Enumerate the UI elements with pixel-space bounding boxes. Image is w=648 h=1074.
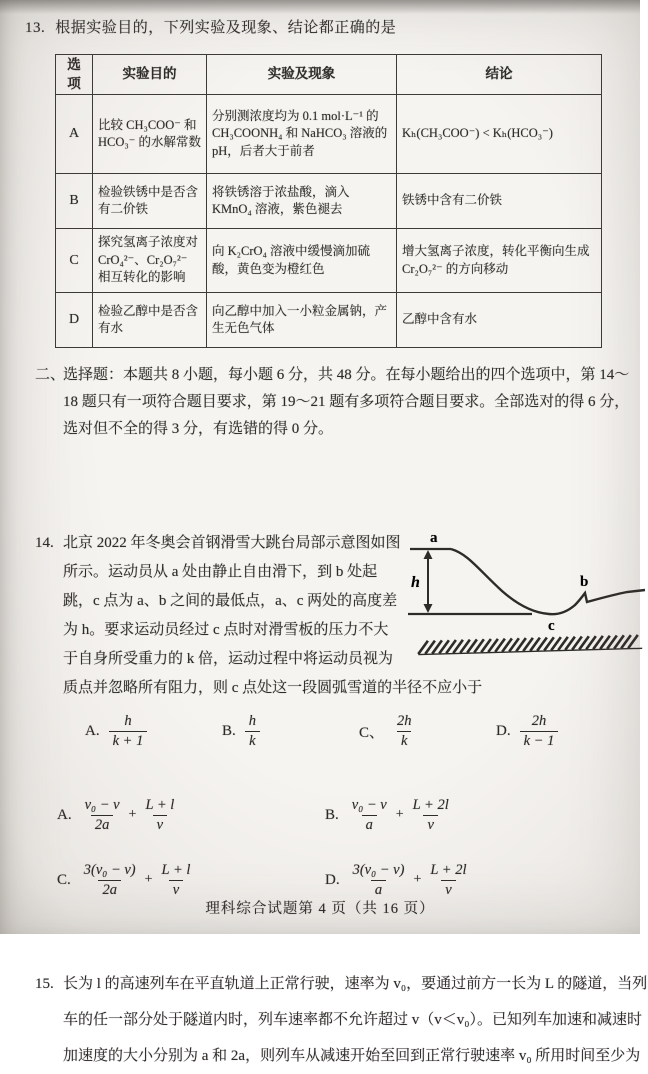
- page-footer: 理科综合试题第 4 页（共 16 页）: [205, 901, 435, 917]
- fraction-numerator: 2h: [531, 713, 547, 729]
- fraction-denominator: a: [371, 880, 386, 899]
- fraction: [158, 862, 195, 899]
- h-arrow-up-head: [424, 550, 433, 559]
- question-15-options: [57, 790, 617, 905]
- fraction: [109, 713, 148, 750]
- table-row-a-purpose: 比较 CH₃COO⁻ 和 HCO₃⁻ 的水解常数: [93, 95, 207, 174]
- option-15b: [325, 790, 617, 840]
- option-14d: [496, 713, 633, 750]
- fraction-denominator: v: [169, 880, 183, 899]
- table-row-c-conclusion: 增大氢离子浓度，转化平衡向生成 Cr₂O₇²⁻ 的方向移动: [397, 229, 601, 293]
- option-14b: [222, 713, 359, 750]
- fraction-numerator: L + 2l: [430, 861, 467, 878]
- fraction-denominator: v: [423, 815, 437, 834]
- fraction: [393, 713, 416, 750]
- option-14c: [359, 713, 496, 750]
- fraction-numerator: 3(v₀ − v): [352, 861, 405, 878]
- option-15a: [57, 790, 325, 840]
- table-header-conclusion: 结论: [397, 55, 601, 95]
- fraction: [81, 797, 124, 834]
- table-row-a-conclusion: Kₕ(CH₃COO⁻) < Kₕ(HCO₃⁻): [397, 95, 601, 174]
- table-row-d-conclusion: 乙醇中含有水: [402, 312, 478, 327]
- fraction-denominator: k − 1: [520, 731, 559, 750]
- fraction: [80, 862, 140, 899]
- option-14c-label: C、: [359, 725, 385, 741]
- fraction-denominator: v: [153, 815, 167, 834]
- question-13-text: 根据实验目的，下列实验及现象、结论都正确的是: [55, 20, 397, 36]
- question-15-text: 长为 l 的高速列车在平直轨道上正常行驶，速率为 v₀，要通过前方一长为 L 的隧道，当列车的任一部分处于隧道内时，列车速率都不允许超过 v（v＜v₀）。已知列车加速和减速时加速度的大小分别为 a 和 2a，则列车从减速开始至回到正常行驶速率 v₀ 所用时间至少为: [63, 976, 648, 1064]
- slope-curve: [451, 549, 645, 614]
- plus-sign: +: [413, 872, 422, 887]
- table-row-b-phenomenon: 将铁锈溶于浓盐酸，滴入 KMnO₄ 溶液，紫色褪去: [207, 174, 397, 229]
- ground-hatch-icon: [418, 635, 642, 655]
- option-14a: [85, 713, 222, 750]
- table-row-d-phenomenon: 向乙醇中加入一小粒金属钠，产生无色气体: [207, 293, 397, 347]
- fraction-denominator: v: [441, 880, 455, 899]
- ski-jump-diagram-svg: [408, 529, 648, 667]
- plus-sign: +: [395, 807, 404, 822]
- question-14-number: 14.: [35, 535, 54, 551]
- experiment-table: [55, 54, 602, 348]
- question-13-number: 13.: [25, 20, 46, 36]
- table-row-c-option: C: [56, 229, 93, 293]
- table-row-c-phenomenon: 向 K₂CrO₄ 溶液中缓慢滴加硫酸，黄色变为橙红色: [207, 229, 397, 293]
- table-row-b-conclusion: 铁锈中含有二价铁: [397, 174, 601, 229]
- fraction: [520, 713, 559, 750]
- fraction-denominator: a: [362, 815, 377, 834]
- table-header-option: 选项: [56, 55, 93, 95]
- fraction-numerator: 2h: [397, 713, 412, 729]
- fraction: [141, 797, 178, 834]
- section-2-label: 二、: [35, 367, 66, 383]
- diagram-label-a: a: [430, 530, 438, 546]
- fraction-numerator: L + 2l: [412, 796, 449, 813]
- fraction: [245, 713, 260, 750]
- fraction-denominator: k + 1: [109, 731, 148, 750]
- fraction-denominator: 2a: [98, 880, 121, 899]
- fraction-numerator: v₀ − v: [84, 796, 120, 813]
- table-header-purpose: 实验目的: [93, 55, 207, 95]
- question-15: [35, 966, 648, 1074]
- question-13-stem: [25, 16, 396, 37]
- fraction-denominator: 2a: [91, 815, 114, 834]
- plus-sign: +: [128, 807, 137, 822]
- section-2-instructions: [35, 362, 641, 443]
- question-15-number: 15.: [35, 976, 54, 992]
- table-row-a-phenomenon: 分别测浓度均为 0.1 mol·L⁻¹ 的 CH₃COONH₄ 和 NaHCO₃ 溶液的 pH，后者大于前者: [207, 95, 397, 174]
- option-15d-label: D.: [325, 871, 340, 888]
- table-row-d-purpose: 检验乙醇中是否含有水: [93, 293, 207, 347]
- fraction-numerator: h: [248, 713, 257, 729]
- option-14a-label: A.: [85, 723, 100, 739]
- table-row-b-option: B: [56, 174, 93, 229]
- table-row-d-option: D: [56, 293, 93, 347]
- question-14-options: [63, 713, 648, 750]
- fraction-numerator: v₀ − v: [351, 796, 387, 813]
- h-arrow-down-head: [424, 604, 433, 613]
- plus-sign: +: [144, 872, 153, 887]
- option-14b-label: B.: [222, 723, 236, 739]
- question-14: [35, 529, 648, 750]
- option-15b-label: B.: [325, 806, 339, 823]
- fraction: [426, 862, 470, 899]
- ski-jump-diagram: [408, 529, 648, 667]
- fraction: [348, 797, 391, 834]
- fraction-numerator: L + l: [161, 861, 191, 878]
- option-15c-label: C.: [57, 871, 71, 888]
- section-2-text: 选择题：本题共 8 小题，每小题 6 分，共 48 分。在每小题给出的四个选项中，第 14～18 题只有一项符合题目要求，第 19～21 题有多项符合题目要求。全部选对的得 6 分，选对但不全的得 3 分，有选错的得 0 分。: [63, 367, 630, 437]
- table-header-phenomenon: 实验及现象: [207, 55, 397, 95]
- table-row-a-option: A: [56, 95, 93, 174]
- fraction-numerator: L + l: [145, 796, 175, 813]
- question-14-text: 北京 2022 年冬奥会首钢滑雪大跳台局部示意图如图所示。运动员从 a 处由静止自由滑下，到 b 处起跳，c 点为 a、b 之间的最低点，a、c 两处的高度差为 h。要求运动员经过 c 点时对滑雪板的压力不大于自身所受重力的 k 倍，运动过程中将运动员视为质点并忽略所有阻力，则 c 点处这一段圆弧雪道的半径不应小于: [63, 535, 483, 696]
- fraction-numerator: h: [124, 713, 132, 729]
- fraction: [349, 862, 409, 899]
- diagram-label-h: h: [411, 574, 420, 591]
- table-row-c-purpose: 探究氢离子浓度对 CrO₄²⁻、Cr₂O₇²⁻ 相互转化的影响: [93, 229, 207, 293]
- fraction: [409, 797, 453, 834]
- diagram-label-b: b: [580, 574, 589, 590]
- option-15a-label: A.: [57, 806, 72, 823]
- fraction-numerator: 3(v₀ − v): [83, 861, 136, 878]
- diagram-label-c: c: [548, 618, 555, 634]
- fraction-denominator: k: [245, 731, 259, 750]
- table-row-b-purpose: 检验铁锈中是否含有二价铁: [93, 174, 207, 229]
- option-14d-label: D.: [496, 723, 511, 739]
- fraction-denominator: k: [397, 731, 411, 750]
